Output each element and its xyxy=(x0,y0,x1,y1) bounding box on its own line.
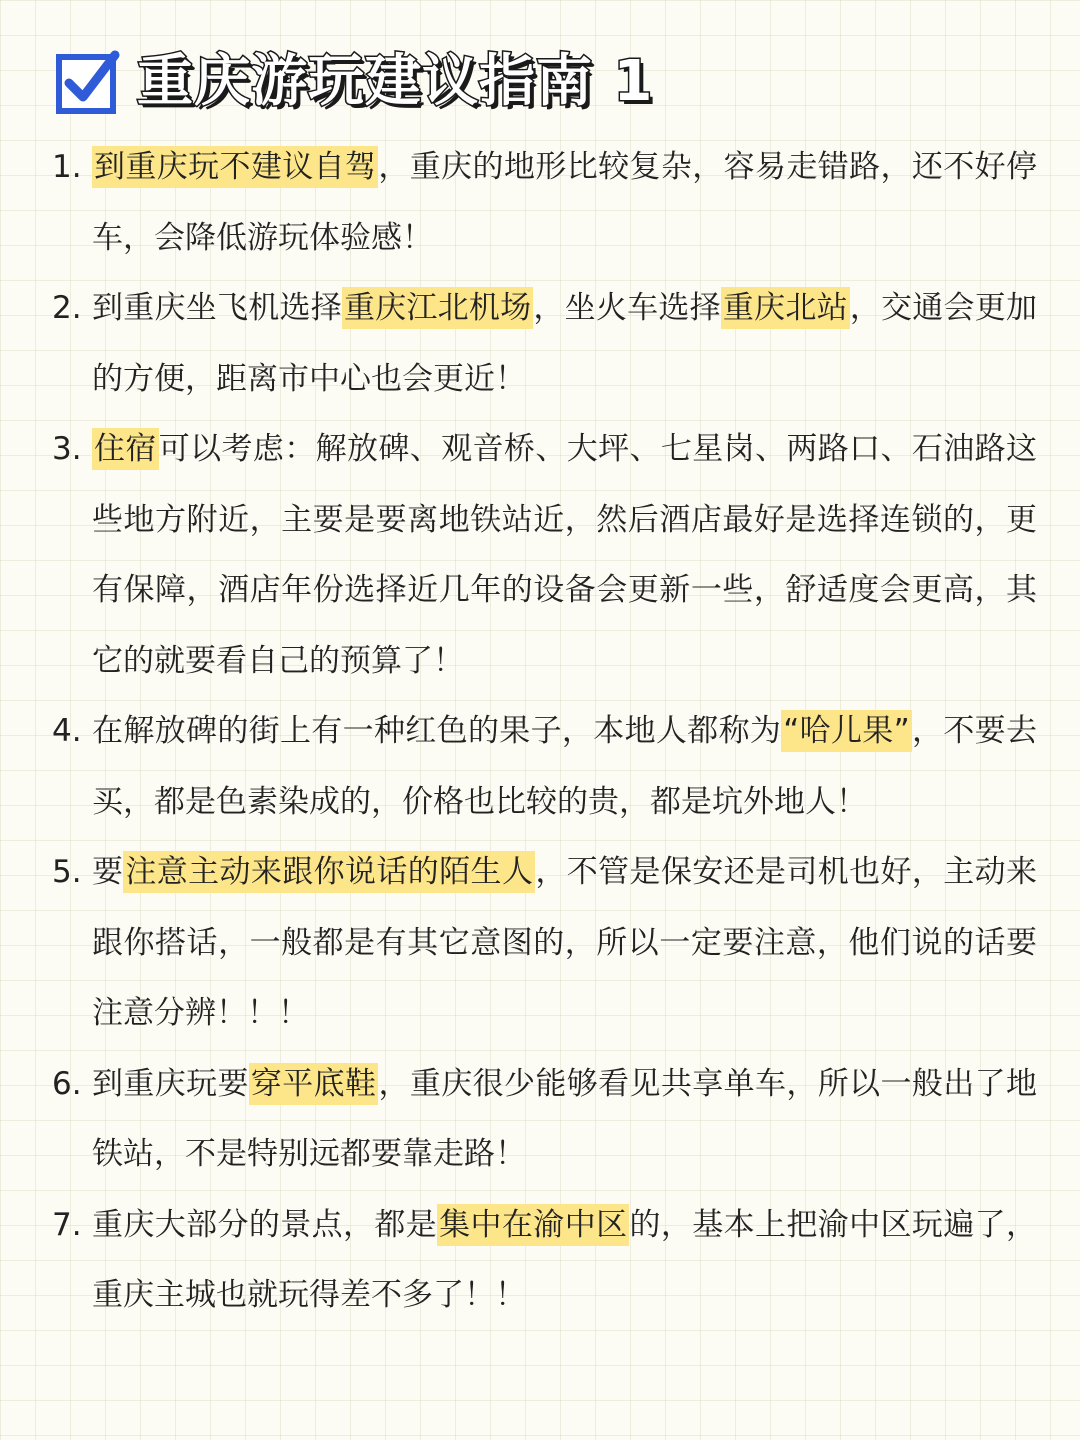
item-text xyxy=(92,132,1037,273)
page-title: 重庆游玩建议指南 1 xyxy=(137,49,654,114)
highlighted-text: 重庆江北机场 xyxy=(342,287,533,329)
list-item xyxy=(52,1049,1042,1190)
text-segment: ，重庆的地形比较复杂，容易走错路，还不好停车，会降低游玩体验感！ xyxy=(92,149,1038,256)
text-segment: 在解放碑的街上有一种红色的果子，本地人都称为 xyxy=(92,713,782,749)
page-header xyxy=(55,44,653,120)
item-number: 5. xyxy=(52,854,82,890)
item-text xyxy=(92,837,1037,1049)
highlighted-text: 集中在渝中区 xyxy=(437,1204,629,1246)
list-item xyxy=(52,414,1042,696)
text-segment: ，坐火车选择 xyxy=(533,290,721,326)
checkbox-checked-icon xyxy=(55,49,121,115)
item-number: 1. xyxy=(52,149,82,185)
tips-list xyxy=(52,132,1042,1331)
highlighted-text: “哈儿果” xyxy=(781,710,911,752)
item-number: 7. xyxy=(52,1206,82,1243)
list-item xyxy=(52,132,1042,273)
list-item xyxy=(52,837,1042,1049)
item-number: 3. xyxy=(52,431,82,467)
text-segment: 重庆大部分的景点，都是 xyxy=(92,1206,438,1243)
text-segment: ，不管是保安还是司机也好，主动来跟你搭话，一般都是有其它意图的，所以一定要注意，他们说的话要注意分辨！！！ xyxy=(92,854,1038,1031)
item-text xyxy=(92,273,1037,414)
item-text xyxy=(92,696,1037,837)
text-segment: ，重庆很少能够看见共享单车，所以一般出了地铁站，不是特别远都要靠走路！ xyxy=(92,1065,1038,1172)
text-segment: 要 xyxy=(92,854,124,890)
text-segment: ，交通会更加的方便，距离市中心也会更近！ xyxy=(92,290,1038,397)
highlighted-text: 住宿 xyxy=(92,428,159,470)
text-segment: 到重庆坐飞机选择 xyxy=(92,290,342,326)
list-item xyxy=(52,696,1042,837)
item-text xyxy=(92,1049,1037,1190)
list-item xyxy=(52,1190,1042,1331)
highlighted-text: 穿平底鞋 xyxy=(249,1063,379,1105)
item-number: 6. xyxy=(52,1065,82,1102)
text-segment: 的，基本上把渝中区玩遍了，重庆主城也就玩得差不多了！！ xyxy=(92,1206,1038,1313)
list-item xyxy=(52,273,1042,414)
text-segment: 可以考虑：解放碑、观音桥、大坪、七星岗、两路口、石油路这些地方附近，主要是要离地铁站近，然后酒店最好是选择连锁的，更有保障，酒店年份选择近几年的设备会更新一些，舒适度会更高，其它的就要看自己的预算了！ xyxy=(92,431,1038,679)
highlighted-text: 注意主动来跟你说话的陌生人 xyxy=(123,851,535,893)
highlighted-text: 重庆北站 xyxy=(721,287,850,329)
item-text xyxy=(92,414,1037,696)
text-segment: ，不要去买，都是色素染成的，价格也比较的贵，都是坑外地人！ xyxy=(92,713,1038,820)
item-text xyxy=(92,1190,1037,1331)
highlighted-text: 到重庆玩不建议自驾 xyxy=(92,146,378,188)
text-segment: 到重庆玩要 xyxy=(92,1065,249,1102)
item-number: 4. xyxy=(52,713,82,749)
item-number: 2. xyxy=(52,290,82,326)
